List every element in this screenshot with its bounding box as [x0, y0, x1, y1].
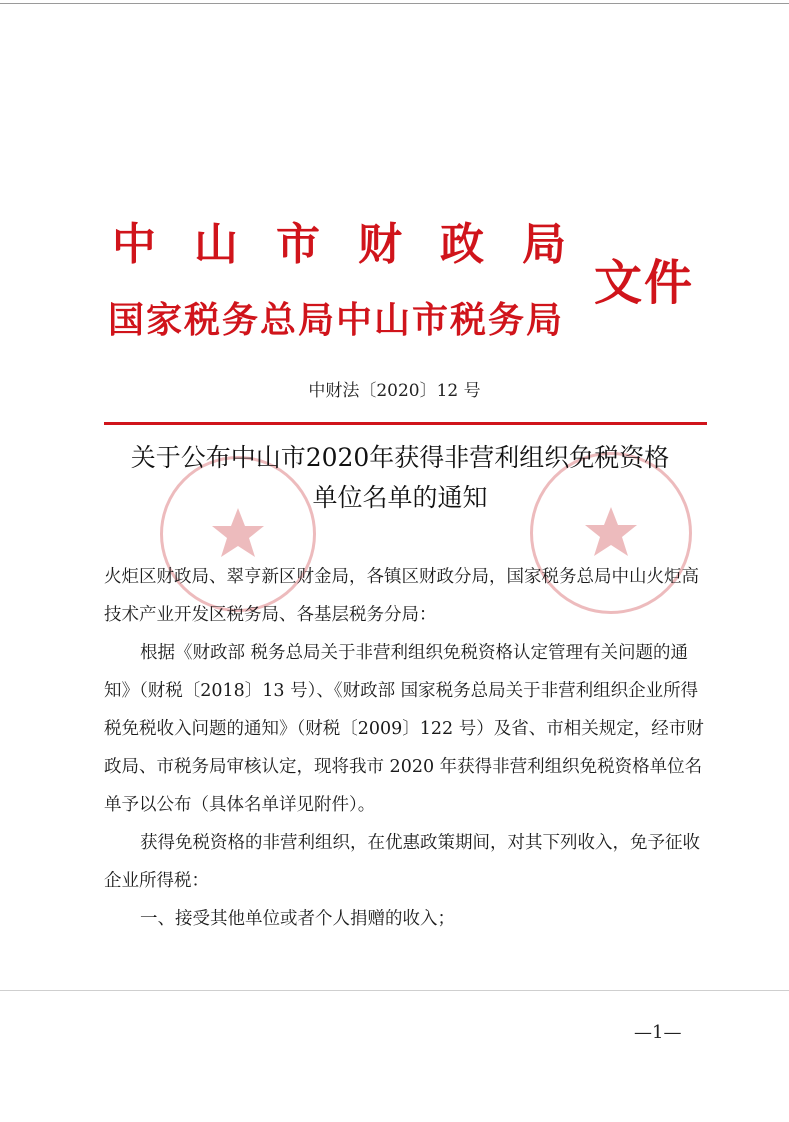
notice-title-line1: 关于公布中山市2020年获得非营利组织免税资格: [130, 443, 670, 472]
document-type-label: 文件: [594, 255, 695, 311]
notice-title-line2: 单位名单的通知: [312, 483, 488, 512]
top-edge-line: [0, 3, 789, 4]
document-number: 中财法〔2020〕12 号: [308, 381, 481, 401]
page-number: —1—: [634, 1022, 682, 1043]
org-name-finance-bureau: 中山市财政局: [112, 219, 604, 270]
org-name-tax-bureau: 国家税务总局中山市税务局: [108, 300, 565, 341]
addressee-paragraph: 火炬区财政局、翠亨新区财金局，各镇区财政分局，国家税务总局中山火炬高技术产业开发区税务局、各基层税务分局：: [104, 567, 699, 625]
basis-paragraph: 根据《财政部 税务总局关于非营利组织免税资格认定管理有关问题的通知》（财税〔2018〕13 号）、《财政部 国家税务总局关于非营利组织企业所得税免税收入问题的通知》（财税〔2009〕122 号）及省、市相关规定，经市财政局、市税务局审核认定，现将我市 2020 年获得非营利组织免税资格单位名单予以公布（具体名单详见附件）。: [104, 643, 704, 815]
exemption-paragraph: 获得免税资格的非营利组织，在优惠政策期间，对其下列收入，免予征收企业所得税：: [104, 833, 700, 891]
exemption-item-1: 一、接受其他单位或者个人捐赠的收入；: [140, 909, 455, 929]
red-divider-line: [104, 422, 707, 425]
bottom-edge-line: [0, 990, 789, 991]
notice-body: [104, 558, 710, 938]
